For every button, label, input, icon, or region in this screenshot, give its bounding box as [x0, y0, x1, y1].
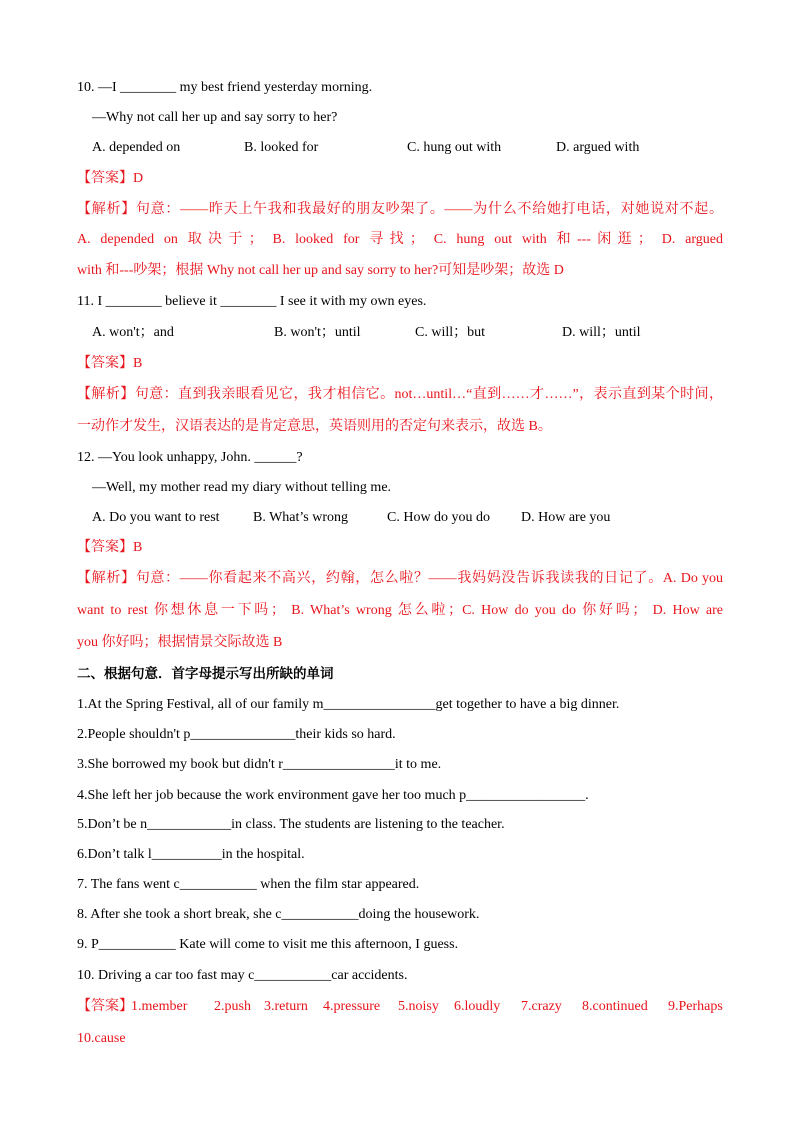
- answer-1: 1.member: [131, 999, 188, 1014]
- question-12-analysis-line-3: you 你好吗；根据情景交际故选 B: [77, 635, 283, 650]
- fill-item-9: 9. P___________ Kate will come to visit me this afternoon, I guess.: [77, 937, 459, 952]
- question-10-analysis-line-3: with 和---吵架；根据 Why not call her up and say sorry to her?可知是吵架；故选 D: [77, 263, 564, 278]
- question-12-reply: —Well, my mother read my diary without telling me.: [92, 480, 392, 495]
- answer-6: 6.loudly: [454, 999, 501, 1014]
- question-10-reply: —Why not call her up and say sorry to her?: [92, 110, 338, 125]
- option-a: A. Do you want to rest: [92, 510, 220, 525]
- option-b: B. won't；until: [274, 325, 361, 340]
- answer-9: 9.Perhaps: [668, 999, 723, 1014]
- fill-item-4: 4.She left her job because the work environment gave her too much p_________________.: [77, 788, 589, 803]
- question-11-analysis-line-2: 一动作才发生，汉语表达的是肯定意思，英语则用的否定句来表示，故选 B。: [77, 419, 552, 434]
- question-10-answer: 【答案】D: [77, 171, 144, 186]
- question-12-answer: 【答案】B: [77, 540, 143, 555]
- fill-item-6: 6.Don’t talk l__________in the hospital.: [77, 847, 305, 862]
- option-c: C. will；but: [415, 325, 486, 340]
- fill-item-3: 3.She borrowed my book but didn't r________________it to me.: [77, 757, 442, 772]
- option-a: A. won't；and: [92, 325, 174, 340]
- question-10-stem: 10. —I ________ my best friend yesterday morning.: [77, 80, 373, 95]
- fill-item-10: 10. Driving a car too fast may c___________car accidents.: [77, 968, 408, 983]
- question-12-stem: 12. —You look unhappy, John. ______?: [77, 450, 303, 465]
- answer-5: 5.noisy: [398, 999, 439, 1014]
- option-d: D. argued with: [556, 140, 640, 155]
- fill-item-1: 1.At the Spring Festival, all of our family m________________get together to have a big dinner.: [77, 697, 620, 712]
- option-c: C. How do you do: [387, 510, 491, 525]
- question-12-analysis-line-2: want to rest 你想休息一下吗； B. What’s wrong 怎么啦；C. How do you do 你好吗； D. How are: [77, 603, 723, 618]
- question-10-analysis-line-1: 【解析】句意：——昨天上午我和我最好的朋友吵架了。——为什么不给她打电话，对她说对不起。: [77, 202, 723, 217]
- option-b: B. What’s wrong: [253, 510, 349, 525]
- answer-4: 4.pressure: [323, 999, 381, 1014]
- answer-10: 10.cause: [77, 1031, 126, 1046]
- fill-item-2: 2.People shouldn't p_______________their kids so hard.: [77, 727, 396, 742]
- section-2-title: 二、根据句意．首字母提示写出所缺的单词: [77, 666, 334, 682]
- fill-item-5: 5.Don’t be n____________in class. The students are listening to the teacher.: [77, 817, 505, 832]
- answer-label: 【答案】: [77, 999, 133, 1014]
- answer-8: 8.continued: [582, 999, 648, 1014]
- question-11-analysis-line-1: 【解析】句意：直到我亲眼看见它，我才相信它。not…until…“直到……才……”，表示直到某个时间，: [77, 387, 723, 402]
- option-c: C. hung out with: [407, 140, 502, 155]
- fill-item-7: 7. The fans went c___________ when the film star appeared.: [77, 877, 420, 892]
- option-a: A. depended on: [92, 140, 181, 155]
- answer-7: 7.crazy: [521, 999, 562, 1014]
- option-b: B. looked for: [244, 140, 319, 155]
- answer-2: 2.push: [214, 999, 251, 1014]
- question-11-answer: 【答案】B: [77, 356, 143, 371]
- question-12-analysis-line-1: 【解析】句意：——你看起来不高兴，约翰，怎么啦？——我妈妈没告诉我读我的日记了。A. Do you: [77, 571, 723, 586]
- option-d: D. How are you: [521, 510, 611, 525]
- question-11-stem: 11. I ________ believe it ________ I see it with my own eyes.: [77, 294, 427, 309]
- fill-item-8: 8. After she took a short break, she c___________doing the housework.: [77, 907, 480, 922]
- option-d: D. will；until: [562, 325, 641, 340]
- answer-3: 3.return: [264, 999, 308, 1014]
- question-10-analysis-line-2: A. depended on 取决于； B. looked for 寻找； C. hung out with 和---闲逛； D. argued: [77, 232, 723, 247]
